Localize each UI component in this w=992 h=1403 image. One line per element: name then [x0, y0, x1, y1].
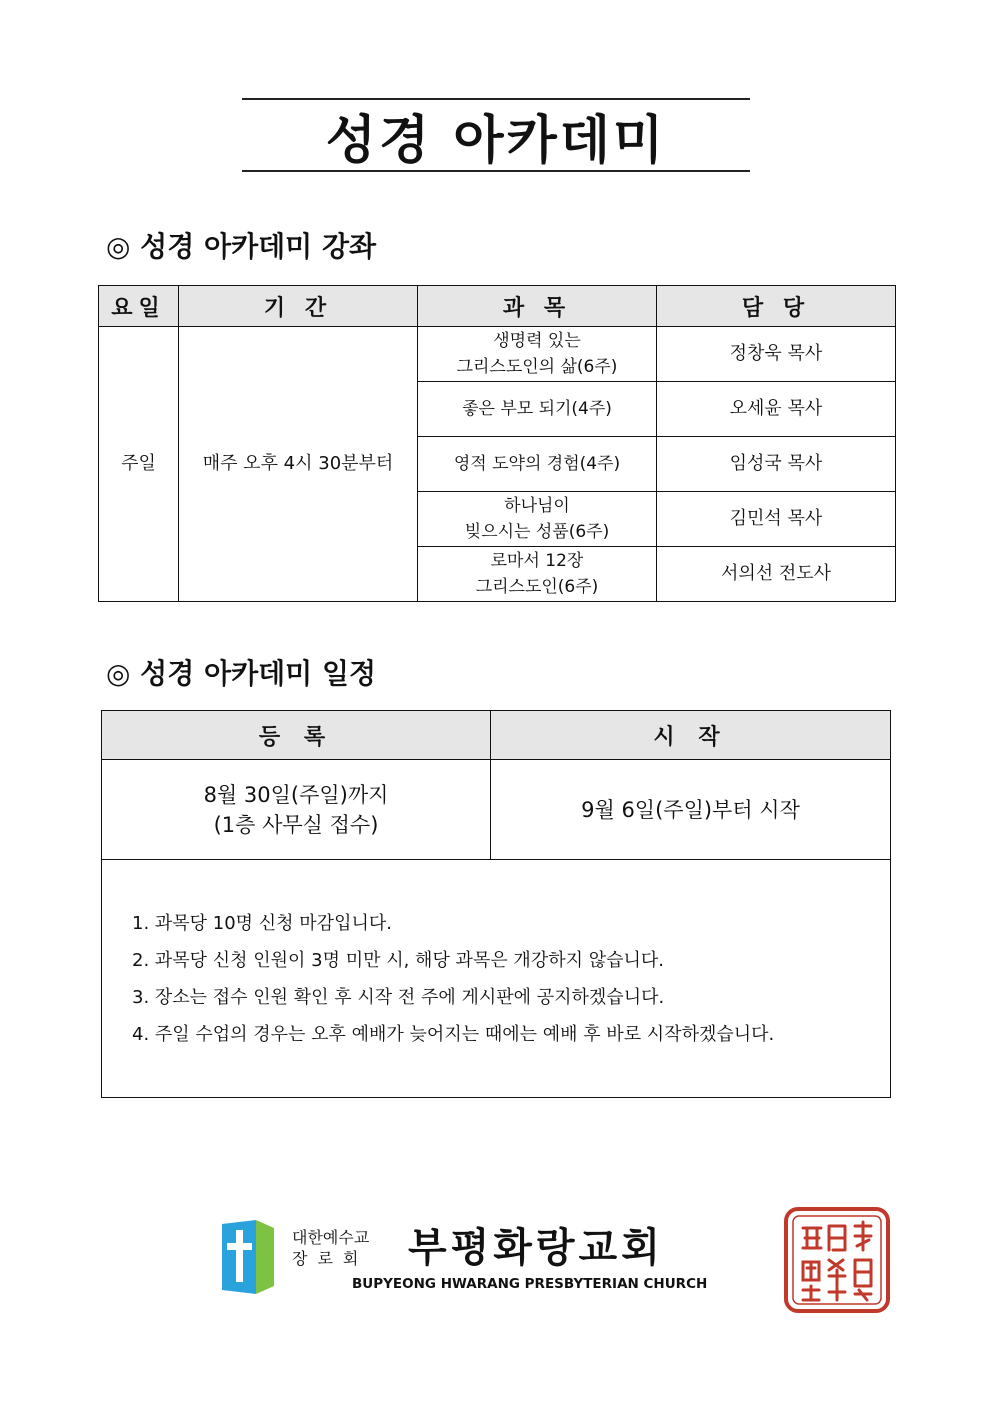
- col-header-registration: 등 록: [102, 711, 491, 760]
- subject-cell: [418, 382, 657, 437]
- teacher-cell: 김민석 목사: [657, 492, 896, 547]
- col-header-subject: 과 목: [418, 286, 657, 327]
- document-title-box: [242, 98, 750, 172]
- church-name-korean: 부평화랑교회: [408, 1225, 664, 1271]
- registration-deadline: 8월 30일(주일)까지: [203, 782, 389, 807]
- subject-cell: [418, 492, 657, 547]
- notes-row: [102, 860, 891, 1098]
- subject-line: 하나님이: [504, 496, 570, 516]
- subject-line: 그리스도인(6주): [475, 577, 599, 597]
- denomination-line1: 대한예수교: [292, 1228, 370, 1247]
- col-header-day: 요일: [99, 286, 179, 327]
- note-item: 2. 과목당 신청 인원이 3명 미만 시, 해당 과목은 개강하지 않습니다.: [132, 949, 664, 971]
- subject-cell: [418, 327, 657, 382]
- col-header-period: 기 간: [179, 286, 418, 327]
- lectures-heading: ◎ 성경 아카데미 강좌: [106, 230, 377, 263]
- schedule-table: [101, 710, 891, 1098]
- notes-cell: [102, 860, 891, 1098]
- lecture-header-row: [99, 286, 896, 327]
- table-row: [99, 327, 896, 382]
- col-header-teacher: 담 당: [657, 286, 896, 327]
- denomination: [292, 1227, 392, 1269]
- church-seal-stamp: [783, 1206, 891, 1314]
- teacher-cell: 정창욱 목사: [657, 327, 896, 382]
- note-item: 3. 장소는 접수 인원 확인 후 시작 전 주에 게시판에 공지하겠습니다.: [132, 986, 665, 1008]
- subject-line: 영적 도약의 경험(4주): [453, 454, 621, 474]
- subject-line: 로마서 12장: [490, 551, 584, 571]
- church-name-english: BUPYEONG HWARANG PRESBYTERIAN CHURCH: [352, 1276, 708, 1292]
- table-row: [102, 760, 891, 860]
- schedule-header-row: [102, 711, 891, 760]
- denomination-line2: 장로회: [292, 1249, 369, 1268]
- teacher-cell: 임성국 목사: [657, 437, 896, 492]
- col-header-start: 시 작: [491, 711, 891, 760]
- registration-cell: [102, 760, 491, 860]
- cross-icon: [222, 1220, 274, 1294]
- teacher-cell: 서의선 전도사: [657, 547, 896, 602]
- subject-line: 좋은 부모 되기(4주): [462, 399, 612, 419]
- note-item: 1. 과목당 10명 신청 마감입니다.: [132, 912, 392, 934]
- subject-line: 그리스도인의 삶(6주): [456, 357, 618, 377]
- schedule-heading: ◎ 성경 아카데미 일정: [106, 657, 377, 690]
- subject-line: 빚으시는 성품(6주): [464, 522, 610, 542]
- subject-cell: [418, 547, 657, 602]
- subject-line: 생명력 있는: [493, 331, 581, 351]
- day-cell: 주일: [99, 327, 179, 602]
- teacher-cell: 오세윤 목사: [657, 382, 896, 437]
- start-cell: 9월 6일(주일)부터 시작: [491, 760, 891, 860]
- period-cell: 매주 오후 4시 30분부터: [179, 327, 418, 602]
- church-footer: [0, 1200, 992, 1320]
- document-title: 성경 아카데미: [325, 110, 667, 171]
- note-item: 4. 주일 수업의 경우는 오후 예배가 늦어지는 때에는 예배 후 바로 시작하겠습니다.: [132, 1023, 775, 1045]
- registration-place: (1층 사무실 접수): [213, 812, 379, 837]
- subject-cell: [418, 437, 657, 492]
- lecture-table: [98, 285, 896, 602]
